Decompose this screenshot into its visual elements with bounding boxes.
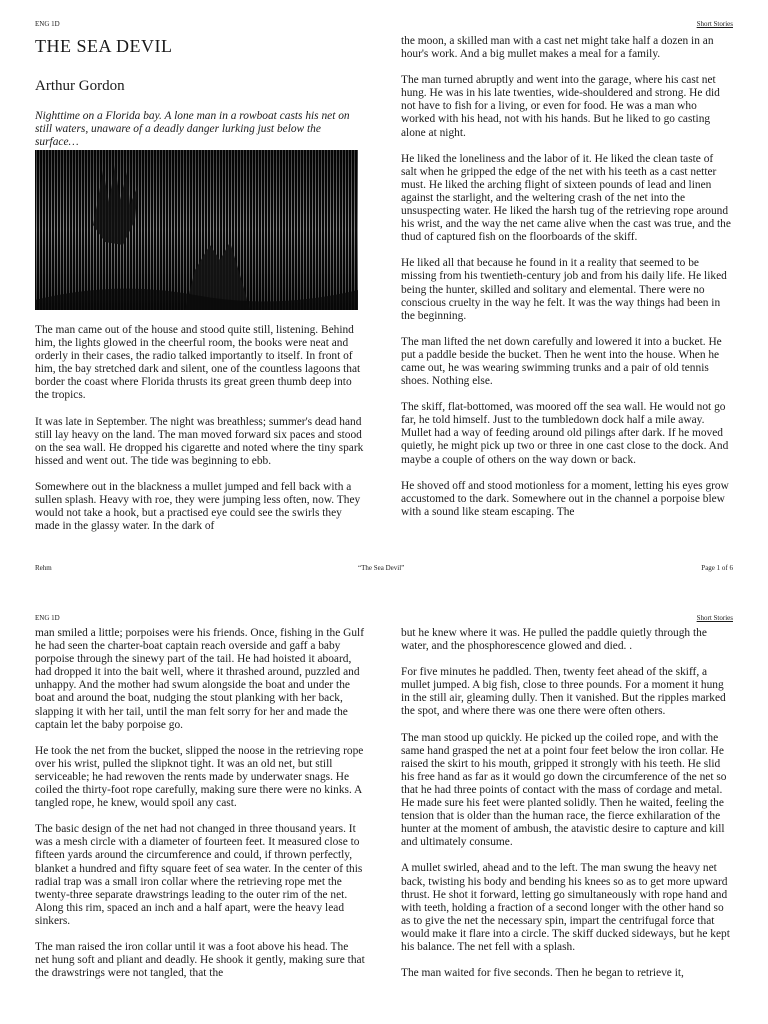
paragraph: The man turned abruptly and went into the garage, where his cast net hung. He was in his late twenties, wide-shouldered and strong. He did not have to fish for a living, or even for food. He was a man who worked with his head, not with his hands. But he liked to go casting alone at night. <box>401 74 720 139</box>
paragraph: but he knew where it was. He pulled the paddle quietly through the water, and the phosphorescence glowed and died. . <box>401 627 707 653</box>
paragraph: For five minutes he paddled. Then, twenty feet ahead of the skiff, a mullet jumped. A big fish, close to three pounds. For a moment it hung in the still air, gleaming dully. Then it vanished. But the ripples marked the spot, and where there was one there were often others. <box>401 666 726 718</box>
paragraph: The man raised the iron collar until it was a foot above his head. The net hung soft and pliant and deadly. He shook it gently, making sure that the drawstrings were not tangled, that the <box>35 940 365 980</box>
header-unit-link[interactable]: Short Stories <box>696 614 733 622</box>
paragraph: The man stood up quickly. He picked up the coiled rope, and with the same hand grasped the net at a point four feet below the iron collar. He raised the skirt to his mouth, gripped it strongly with his teeth. He slid his free hand as far as it would go down the circumference of the net so that he had three points of contact with the mass of cordage and metal. He made sure his feet were planted solidly. Then he waited, feeling the tension that is older than the human race, the fierce exhilaration of the hunter at the moment of ambush, the atavistic desire to capture and kill and ultimately consume. <box>401 731 727 849</box>
page2-right-column <box>401 627 731 993</box>
story-author: Arthur Gordon <box>35 78 125 94</box>
paragraph: He liked all that because he found in it a reality that seemed to be missing from his twentieth-century job and from his daily life. He liked being the hunter, skilled and solitary and elemental. There were no conscious cruelty in the way he felt. It was the way things had been in the beginning. <box>401 257 727 322</box>
paragraph: The skiff, flat-bottomed, was moored off the sea wall. He would not go far, he told himself. Just to the tumbledown dock half a mile away. Mullet had a way of feeding around old pilings after dark. If he moved quietly, he might pick up two or three in one cast close to the dock. And maybe a couple of others on the way down or back. <box>401 401 729 466</box>
paragraph: Somewhere out in the blackness a mullet jumped and fell back with a sullen splash. Heavy with roe, they were jumping less often, now. They would not take a hook, but a practised eye could see the swirls they made in the glassy water. In the dark of <box>35 480 361 533</box>
paragraph: The man lifted the net down carefully and lowered it into a bucket. He put a paddle beside the bucket. Then he went into the house. When he came out, he was wearing swimming trunks and a pair of old tennis shoes. Nothing else. <box>401 335 722 388</box>
paragraph: He took the net from the bucket, slipped the noose in the retrieving rope over his wrist, pulled the slipknot tight. It was an old net, but still serviceable; he had rewoven the rents made by underwater snags. He coiled the thirty-foot rope carefully, making sure there were no kinks. A tangled rope, he knew, would spoil any cast. <box>35 744 364 810</box>
sea-devil-illustration <box>35 150 358 310</box>
illustration-image <box>35 150 358 310</box>
paragraph: He liked the loneliness and the labor of it. He liked the clean taste of salt when he gripped the edge of the net with his teeth as a cast netter must. He liked the arching flight of sixteen pounds of lead and linen against the starlight, and the weltering crash of the net into the unsuspecting water. He liked the harsh tug of the retrieving rope around his wrist, and the way the net came alive when the cast was true, and the thud of captured fish on the floorboards of the skiff. <box>401 152 731 244</box>
header-unit-link[interactable]: Short Stories <box>696 20 733 28</box>
footer-page-number: Page 1 of 6 <box>701 564 733 572</box>
paragraph: The basic design of the net had not changed in three thousand years. It was a mesh circle with a diameter of fourteen feet. It measured close to fifteen yards around the circumference and could, if thrown perfectly, blanket a hundred and fifty square feet of sea water. In the center of this radial trap was a small iron collar where the retrieving rope met the twenty-three separate drawstrings leading to the outer rim of the net. Along this rim, spaced an inch and a half apart, were the heavy lead sinkers. <box>35 823 363 927</box>
page1-left-column <box>35 324 365 546</box>
footer-author: Rehm <box>35 564 52 572</box>
footer-story-title: “The Sea Devil” <box>358 564 405 572</box>
page1-right-column <box>401 35 731 532</box>
paragraph: It was late in September. The night was breathless; summer's dead hand still lay heavy on the land. The man moved forward six paces and stood on the sea wall. He dropped his cigarette and noted where the tiny spark hissed and went out. The tide was beginning to ebb. <box>35 415 364 467</box>
header-course: ENG 1D <box>35 20 60 28</box>
paragraph: The man came out of the house and stood quite still, listening. Behind him, the lights glowed in the cheerful room, the books were neat and orderly in their cases, the radio talked importantly to itself. In front of him, the bay stretched dark and silent, one of the countless lagoons that border the coast where Florida thrusts its great green thumb deep into the tropics. <box>35 324 361 402</box>
paragraph: He shoved off and stood motionless for a moment, letting his eyes grow accustomed to the dark. Somewhere out in the channel a porpoise blew with a sound like steam escaping. The <box>401 479 729 518</box>
page-2 <box>0 580 768 1024</box>
story-intro: Nighttime on a Florida bay. A lone man in a rowboat casts his net on still waters, unaware of a deadly danger lurking just below the surface… <box>35 110 350 149</box>
paragraph: the moon, a skilled man with a cast net might take half a dozen in an hour's work. And a big mullet makes a meal for a family. <box>401 35 714 61</box>
paragraph: The man waited for five seconds. Then he began to retrieve it, <box>401 967 684 980</box>
paragraph: A mullet swirled, ahead and to the left. The man swung the heavy net back, twisting his body and bending his knees so as to get more upward thrust. He shot it forward, letting go simultaneously with rope hand and with teeth, holding a fraction of a second longer with the other hand so as to give the net the necessary spin, impart the centrifugal force that would make it flare into a circle. The skiff ducked sideways, but he kept his balance. The net fell with a splash. <box>401 862 730 953</box>
paragraph: man smiled a little; porpoises were his friends. Once, fishing in the Gulf he had seen the charter-boat captain reach overside and gaff a baby porpoise through the sinewy part of the tail. He had hoisted it aboard, had dropped it into the bait well, where it thrashed around, puzzled and unhappy. And the mother had swum alongside the boat and under the boat and around the boat, nudging the stout planking with her back, slapping it with her tail, until the man felt sorry for her and made the captain let the baby porpoise go. <box>35 627 364 731</box>
header-course: ENG 1D <box>35 614 60 622</box>
page2-left-column <box>35 627 365 993</box>
story-title: THE SEA DEVIL <box>35 36 173 56</box>
